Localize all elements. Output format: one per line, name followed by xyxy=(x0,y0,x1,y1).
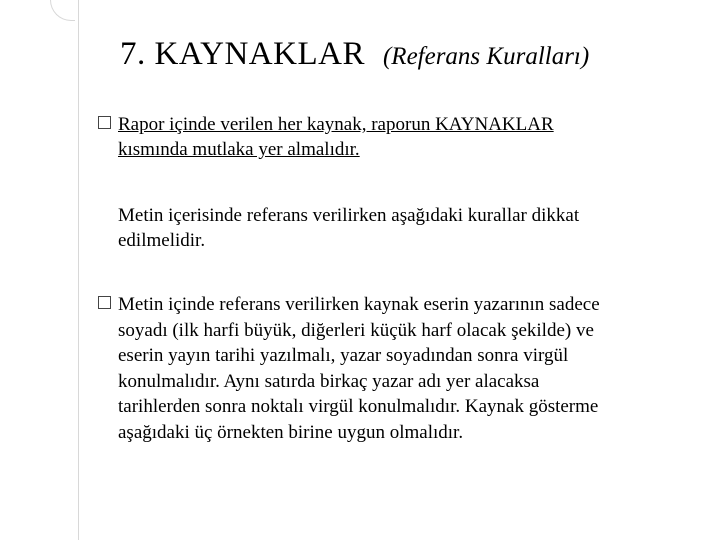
text-line: konulmalıdır. Aynı satırda birkaç yazar adı yer alacaksa xyxy=(118,370,540,392)
text-line: tarihlerden sonra noktalı virgül konulmalıdır. Kaynak gösterme xyxy=(118,396,599,417)
left-border-line xyxy=(78,0,79,540)
text-line: edilmelidir. xyxy=(118,230,206,251)
square-bullet-icon xyxy=(98,116,111,129)
title-main: 7. KAYNAKLAR xyxy=(120,36,365,72)
square-bullet-icon xyxy=(98,296,111,309)
paragraph xyxy=(118,203,703,253)
bullet-item-2 xyxy=(98,292,708,445)
bullet-1-text xyxy=(98,112,708,162)
text-line: eserin yayın tarihi yazılmalı, yazar soyadından sonra virgül xyxy=(118,345,569,366)
title-subtitle: (Referans Kuralları) xyxy=(382,43,590,70)
text-line: Rapor içinde verilen her kaynak, raporun KAYNAKLAR xyxy=(118,114,554,135)
slide-title xyxy=(120,36,589,73)
text-line: Metin içinde referans verilirken kaynak eserin yazarının sadece xyxy=(118,294,600,315)
bullet-item-1 xyxy=(98,112,708,162)
text-line: kısmında mutlaka yer almalıdır. xyxy=(118,139,360,160)
text-line: Metin içerisinde referans verilirken aşağıdaki kurallar dikkat xyxy=(118,205,580,226)
text-line: aşağıdaki üç örnekten birine uygun olmalıdır. xyxy=(118,421,464,443)
bullet-2-text xyxy=(98,292,708,445)
text-line: soyadı (ilk harfi büyük, diğerleri küçük harf olacak şekilde) ve xyxy=(118,319,594,341)
decorative-corner xyxy=(50,0,75,21)
